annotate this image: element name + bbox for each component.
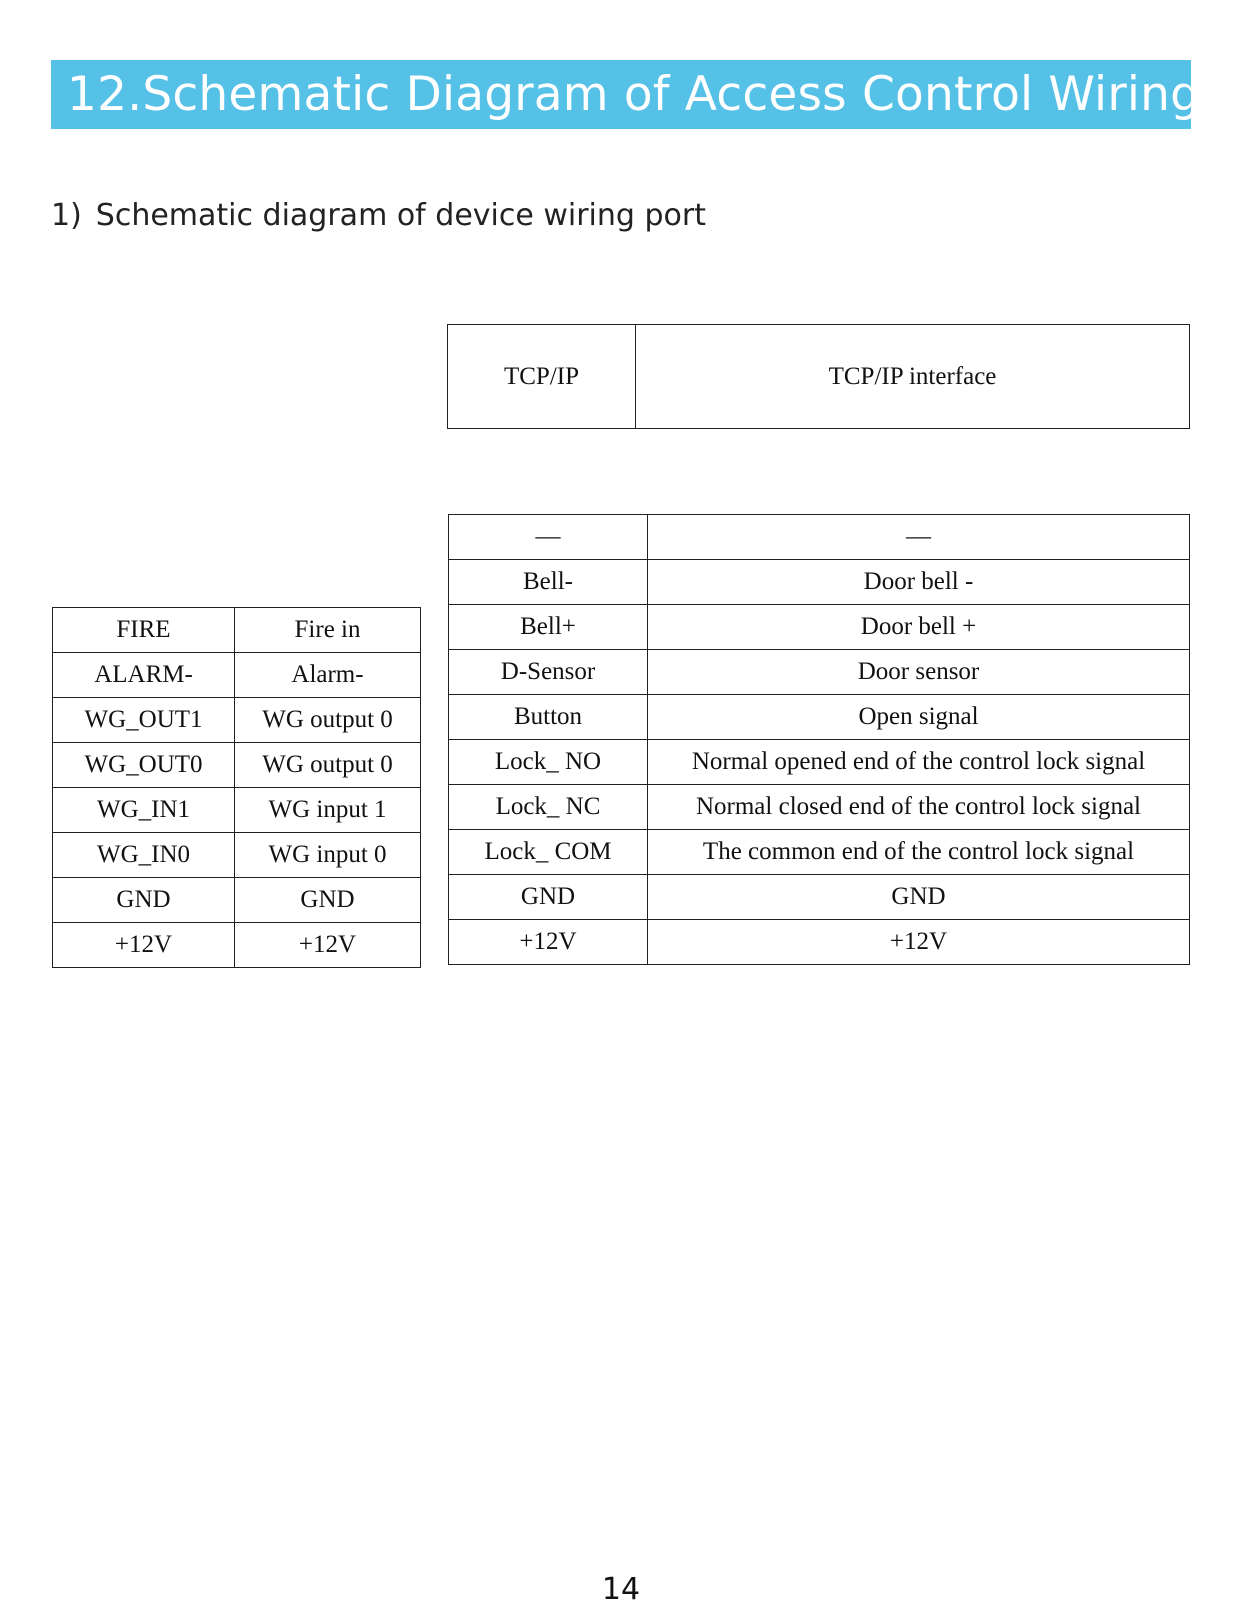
port-name-cell: WG_IN1 [53,788,235,833]
port-name-cell: Lock_ NO [449,740,648,785]
table-row [449,560,1190,605]
port-name-cell: Bell- [449,560,648,605]
tcp-ip-table [447,324,1190,429]
section-heading [51,198,706,233]
port-description-cell: — [648,515,1190,560]
table-row [449,515,1190,560]
port-description-cell: Alarm- [235,653,421,698]
page-title: 12.Schematic Diagram of Access Control Wiring [51,60,1191,129]
table-row [449,695,1190,740]
port-name-cell: ALARM- [53,653,235,698]
port-description-cell: TCP/IP interface [636,325,1190,429]
table-row [53,698,421,743]
port-name-cell: TCP/IP [448,325,636,429]
right-port-table [448,514,1190,965]
port-name-cell: Lock_ NC [449,785,648,830]
port-description-cell: Door sensor [648,650,1190,695]
section-number: 1) [51,198,82,233]
port-description-cell: +12V [235,923,421,968]
port-description-cell: GND [235,878,421,923]
table-row [448,325,1190,429]
port-name-cell: Bell+ [449,605,648,650]
port-name-cell: — [449,515,648,560]
table-row [53,788,421,833]
port-name-cell: +12V [449,920,648,965]
section-text: Schematic diagram of device wiring port [95,198,706,233]
left-port-table [52,607,421,968]
port-description-cell: Open signal [648,695,1190,740]
port-description-cell: WG input 1 [235,788,421,833]
table-row [449,920,1190,965]
table-row [449,785,1190,830]
port-description-cell: Normal closed end of the control lock signal [648,785,1190,830]
port-name-cell: D-Sensor [449,650,648,695]
port-name-cell: GND [449,875,648,920]
table-row [53,878,421,923]
port-name-cell: Button [449,695,648,740]
port-description-cell: +12V [648,920,1190,965]
port-name-cell: Lock_ COM [449,830,648,875]
port-description-cell: Door bell - [648,560,1190,605]
table-row [449,830,1190,875]
port-description-cell: WG output 0 [235,698,421,743]
port-name-cell: GND [53,878,235,923]
table-row [53,608,421,653]
port-description-cell: The common end of the control lock signal [648,830,1190,875]
table-row [449,650,1190,695]
table-row [449,875,1190,920]
port-description-cell: Normal opened end of the control lock signal [648,740,1190,785]
table-row [449,740,1190,785]
port-name-cell: WG_OUT1 [53,698,235,743]
table-row [449,605,1190,650]
port-description-cell: Fire in [235,608,421,653]
table-row [53,653,421,698]
port-description-cell: WG output 0 [235,743,421,788]
port-name-cell: WG_OUT0 [53,743,235,788]
table-row [53,743,421,788]
port-description-cell: Door bell + [648,605,1190,650]
table-row [53,923,421,968]
port-description-cell: WG input 0 [235,833,421,878]
port-name-cell: FIRE [53,608,235,653]
port-description-cell: GND [648,875,1190,920]
table-row [53,833,421,878]
port-name-cell: WG_IN0 [53,833,235,878]
port-name-cell: +12V [53,923,235,968]
page-number: 14 [601,1572,641,1607]
